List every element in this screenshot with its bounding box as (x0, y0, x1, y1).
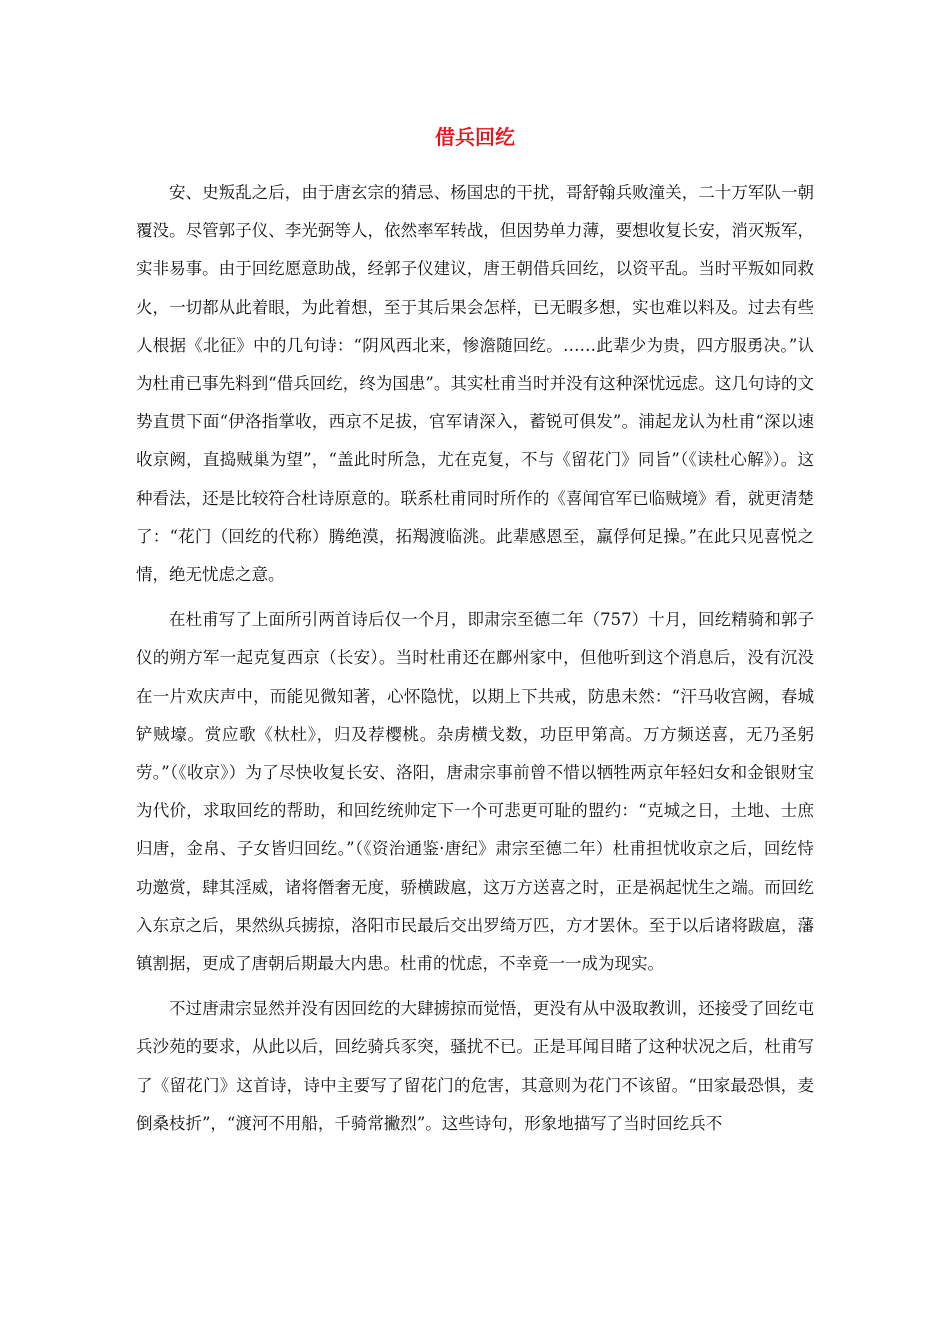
document-body (136, 174, 814, 1143)
paragraph: 在杜甫写了上面所引两首诗后仅一个月，即肃宗至德二年（757）十月，回纥精骑和郭子仪的朔方军一起克复西京（长安）。当时杜甫还在鄜州家中，但他听到这个消息后，没有沉没在一片欢庆声中，而能见微知著，心怀隐忧，以期上下共戒，防患未然：“汗马收宫阙，春城铲贼壕。赏应歌《杕杜》，归及荐樱桃。杂虏横戈数，功臣甲第高。万方频送喜，无乃圣躬劳。”（《收京》）为了尽快收复长安、洛阳，唐肃宗事前曾不惜以牺牲两京年轻妇女和金银财宝为代价，求取回纥的帮助，和回纥统帅定下一个可悲更可耻的盟约：“克城之日，土地、士庶归唐，金帛、子女皆归回纥。”（《资治通鉴·唐纪》肃宗至德二年）杜甫担忧收京之后，回纥恃功邀赏，肆其淫威，诸将僭奢无度，骄横跋扈，这万方送喜之时，正是祸起忧生之端。而回纥入东京之后，果然纵兵掳掠，洛阳市民最后交出罗绮万匹，方才罢休。至于以后诸将跋扈，藩镇割据，更成了唐朝后期最大内患。杜甫的忧虑，不幸竟一一成为现实。 (136, 610, 814, 974)
document-title: 借兵回纥 (435, 125, 515, 149)
paragraph: 不过唐肃宗显然并没有因回纥的大肆掳掠而觉悟，更没有从中汲取教训，还接受了回纥屯兵沙苑的要求，从此以后，回纥骑兵豕突，骚扰不已。正是耳闻目睹了这种状况之后，杜甫写了《留花门》这首诗，诗中主要写了留花门的危害，其意则为花门不该留。“田家最恐惧，麦倒桑枝折”，“渡河不用船，千骑常撇烈”。这些诗句，形象地描写了当时回纥兵不 (136, 999, 814, 1133)
paragraph: 安、史叛乱之后，由于唐玄宗的猜忌、杨国忠的干扰，哥舒翰兵败潼关，二十万军队一朝覆没。尽管郭子仪、李光弼等人，依然率军转战，但因势单力薄，要想收复长安，消灭叛军，实非易事。由于回纥愿意助战，经郭子仪建议，唐王朝借兵回纥，以资平乱。当时平叛如同救火，一切都从此着眼，为此着想，至于其后果会怎样，已无暇多想，实也难以料及。过去有些人根据《北征》中的几句诗：“阴风西北来，惨澹随回纥。……此辈少为贵，四方服勇决。”认为杜甫已事先料到“借兵回纥，终为国患”。其实杜甫当时并没有这种深忧远虑。这几句诗的文势直贯下面“伊洛指掌收，西京不足拔，官军请深入，蓄锐可俱发”。浦起龙认为杜甫“深以速收京阙，直捣贼巢为望”，“盖此时所急，尤在克复，不与《留花门》同旨”（《读杜心解》）。这种看法，还是比较符合杜诗原意的。联系杜甫同时所作的《喜闻官军已临贼境》看，就更清楚了：“花门（回纥的代称）腾绝漠，拓羯渡临洮。此辈感恩至，羸俘何足操。”在此只见喜悦之情，绝无忧虑之意。 (136, 183, 814, 585)
